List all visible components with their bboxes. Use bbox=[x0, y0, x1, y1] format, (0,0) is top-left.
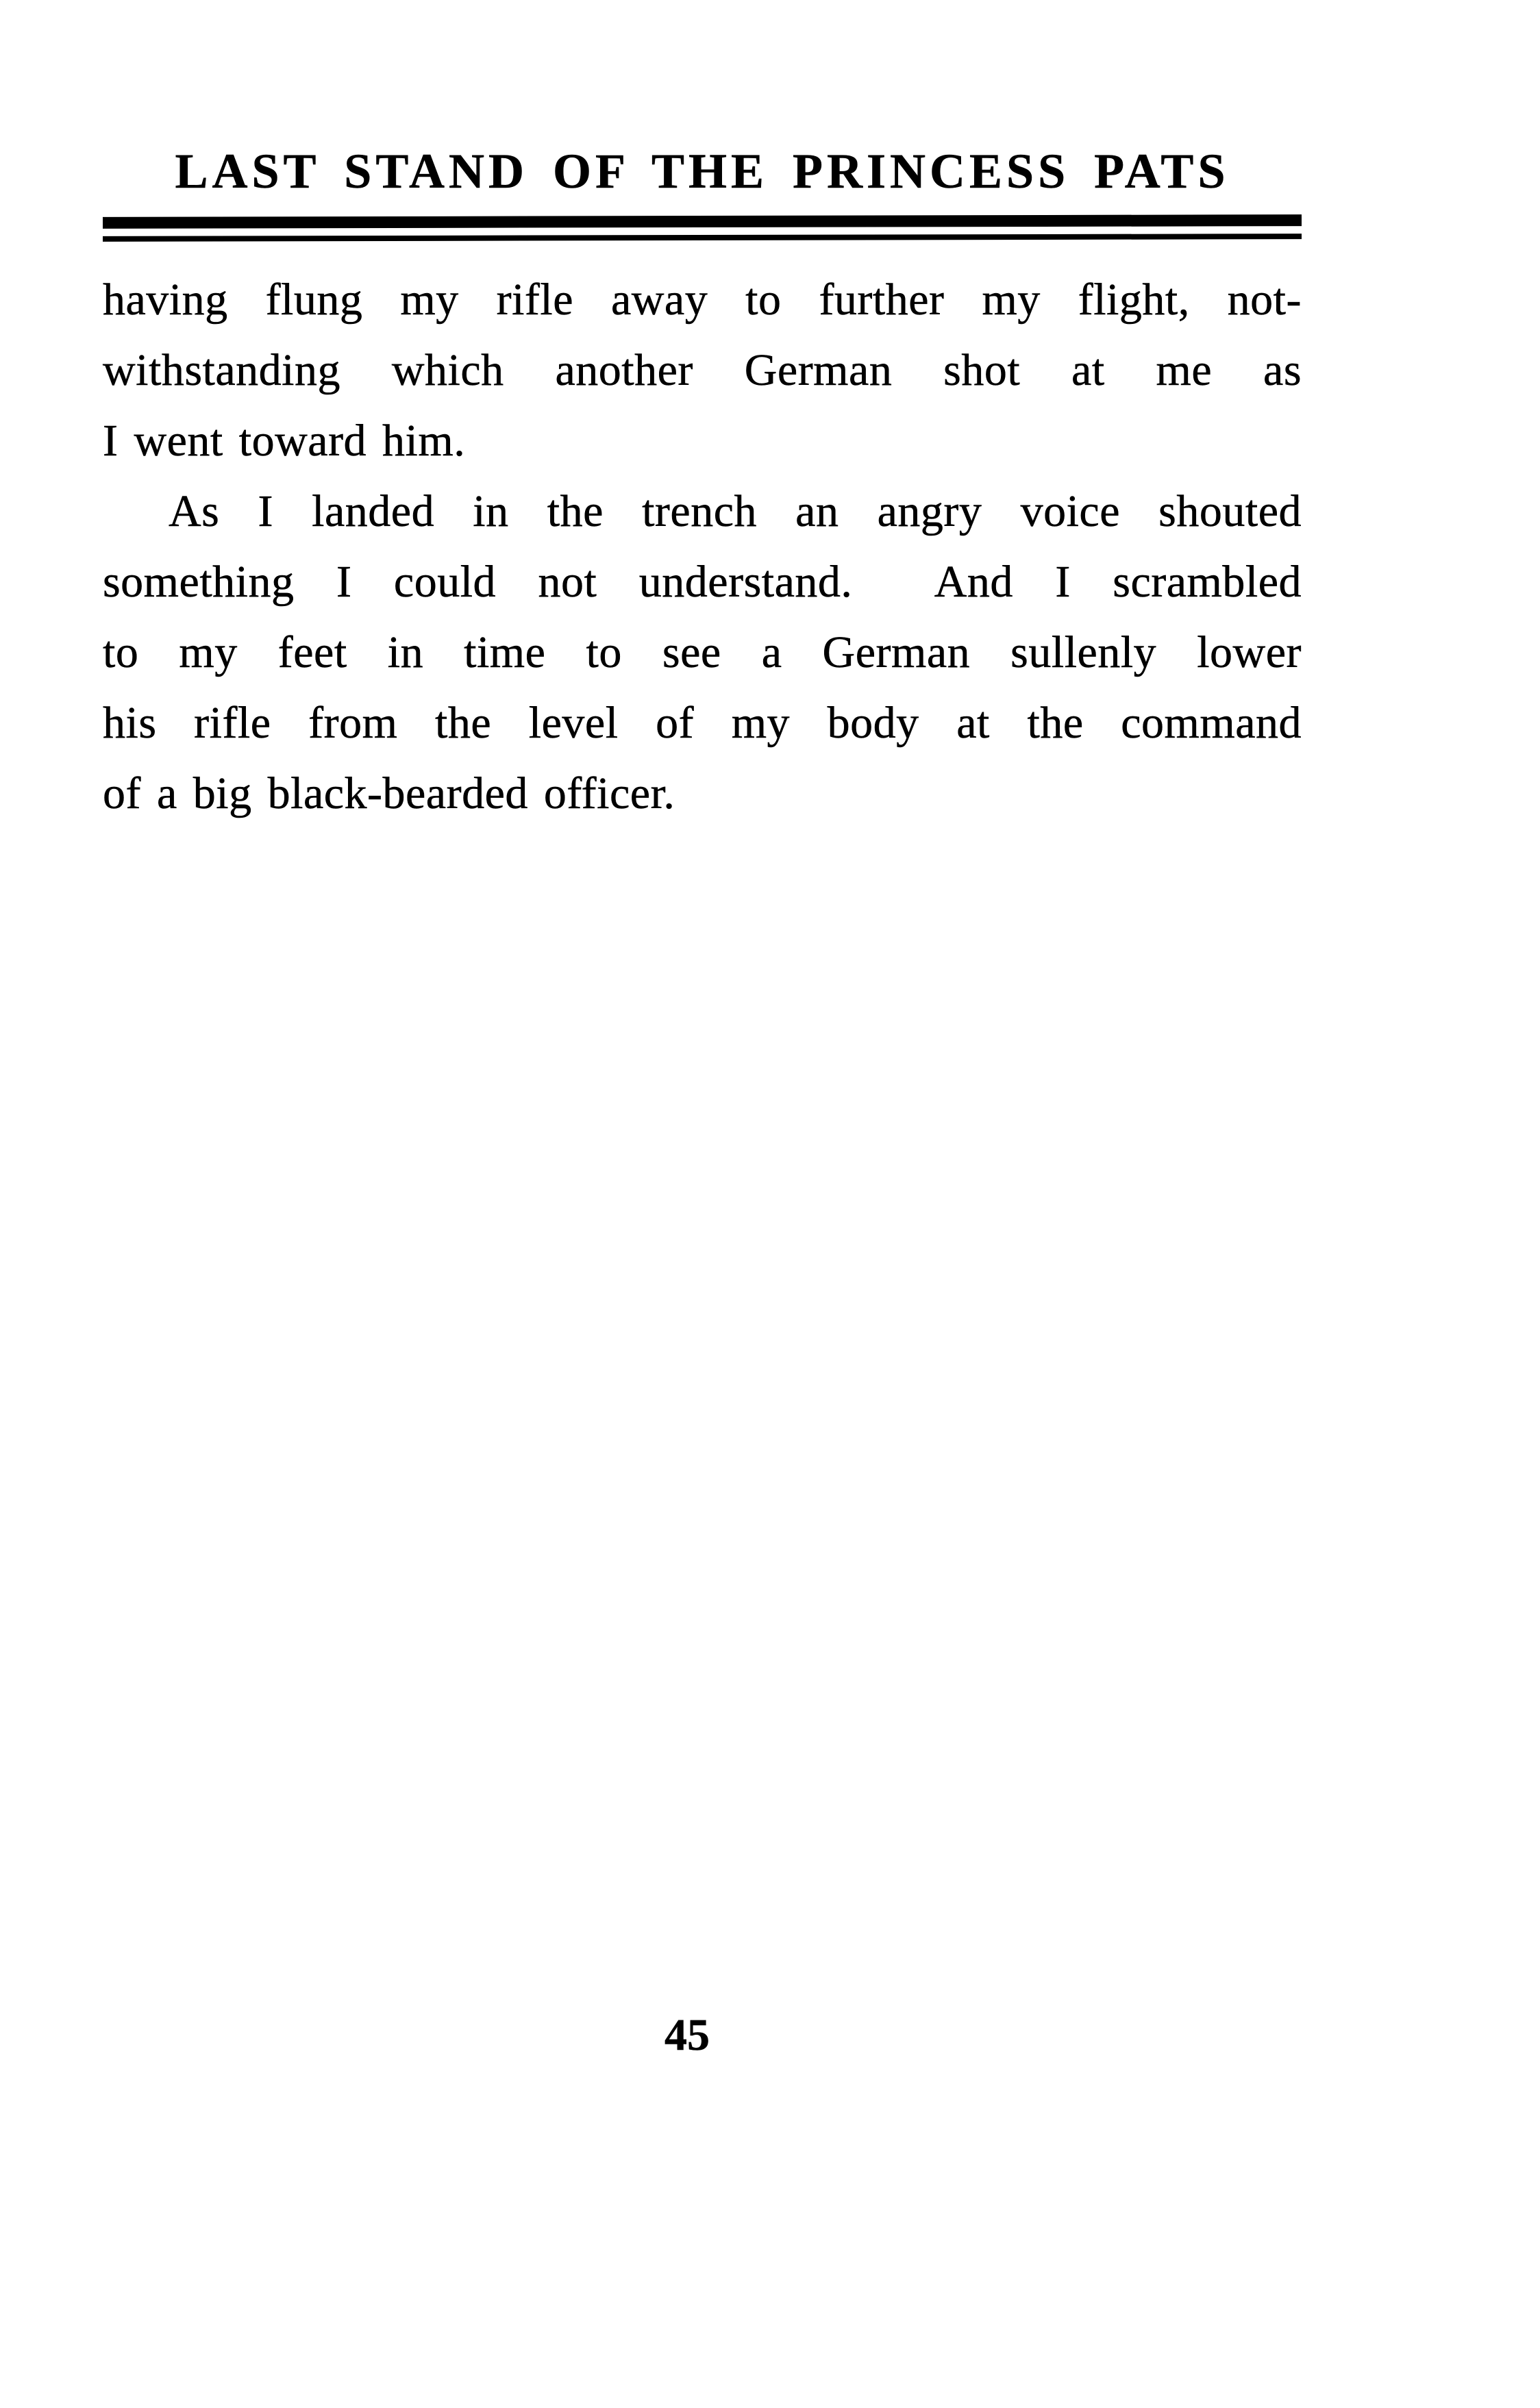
text-line-4: As I landed in the trench an angry voice shouted bbox=[169, 486, 1302, 536]
text-line-8: of a big black-bearded officer. bbox=[103, 768, 675, 818]
header-rule-thin bbox=[103, 234, 1302, 242]
running-header bbox=[103, 140, 1302, 202]
text-line-2: withstanding which another German shot at me as bbox=[103, 345, 1302, 395]
text-line-5: something I could not understand. And I scrambled bbox=[103, 557, 1302, 607]
page-number: 45 bbox=[665, 2010, 710, 2060]
header-rule-thick bbox=[103, 214, 1302, 229]
chapter-title: LAST STAND OF THE PRINCESS PATS bbox=[175, 144, 1230, 199]
page-body bbox=[103, 264, 1302, 829]
text-line-7: his rifle from the level of my body at the command bbox=[103, 698, 1302, 748]
text-line-6: to my feet in time to see a German sullenly lower bbox=[103, 627, 1302, 677]
text-line-1: having flung my rifle away to further my flight, not- bbox=[103, 275, 1302, 325]
text-line-3: I went toward him. bbox=[103, 416, 466, 466]
